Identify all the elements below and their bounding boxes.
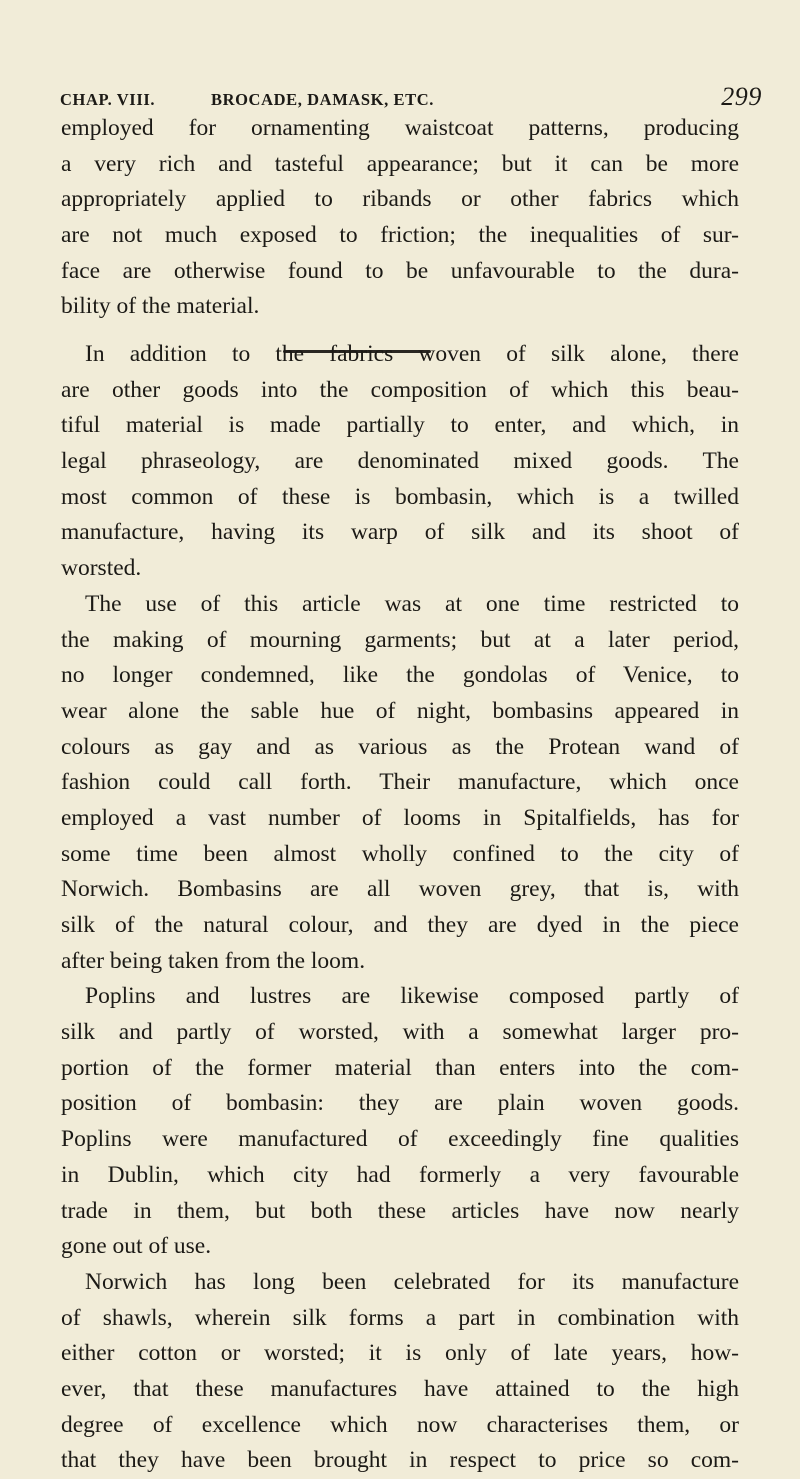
text-line: The use of this article was at one time restricted to bbox=[85, 590, 739, 617]
text-line: most common of these is bombasin, which is a twilled bbox=[61, 483, 739, 510]
text-line: the making of mourning garments; but at a later period, bbox=[61, 626, 739, 653]
text-line: tiful material is made partially to enter, and which, in bbox=[61, 412, 739, 439]
text-line: gone out of use. bbox=[61, 1233, 212, 1260]
text-line: silk and partly of worsted, with a somewhat larger pro- bbox=[61, 1019, 739, 1046]
text-line: employed for ornamenting waistcoat patterns, producing bbox=[61, 115, 739, 141]
text-line: appropriately applied to ribands or other fabrics which bbox=[61, 186, 739, 213]
text-line: wear alone the sable hue of night, bombasins appeared in bbox=[61, 697, 739, 724]
text-line: portion of the former material than enters into the com- bbox=[61, 1054, 739, 1081]
text-line: are not much exposed to friction; the inequalities of sur- bbox=[61, 222, 739, 249]
text-line: manufacture, having its warp of silk and its shoot of bbox=[61, 519, 739, 546]
text-line: some time been almost wholly confined to the city of bbox=[61, 840, 739, 867]
text-line: In addition to the fabrics woven of silk alone, there bbox=[85, 341, 739, 367]
chapter-label: CHAP. VIII. bbox=[60, 90, 156, 109]
text-line: silk of the natural colour, and they are dyed in the piece bbox=[61, 912, 739, 938]
text-line: worsted. bbox=[61, 555, 142, 582]
text-line: are other goods into the composition of which this beau- bbox=[61, 376, 739, 403]
text-line: bility of the material. bbox=[61, 293, 260, 320]
text-line: colours as gay and as various as the Protean wand of bbox=[61, 733, 739, 760]
text-line: trade in them, but both these articles have now nearly bbox=[61, 1197, 739, 1224]
paragraph-continued bbox=[61, 111, 739, 325]
page-number: 299 bbox=[721, 82, 762, 111]
text-line: ever, that these manufactures have attained to the high bbox=[61, 1375, 739, 1402]
text-line: employed a vast number of looms in Spitalfields, has for bbox=[61, 804, 739, 831]
text-line: face are otherwise found to be unfavourable to the dura- bbox=[61, 257, 739, 284]
text-line: either cotton or worsted; it is only of late years, how- bbox=[61, 1340, 739, 1367]
text-line: legal phraseology, are denominated mixed goods. The bbox=[61, 448, 739, 475]
text-line: position of bombasin: they are plain woven goods. bbox=[61, 1090, 739, 1117]
text-line: in Dublin, which city had formerly a very favourable bbox=[61, 1161, 739, 1188]
running-title: BROCADE, DAMASK, ETC. bbox=[211, 90, 434, 109]
text-line: degree of excellence which now characterises them, or bbox=[61, 1411, 739, 1438]
text-line: Poplins and lustres are likewise composed partly of bbox=[85, 983, 739, 1010]
text-line: that they have been brought in respect to price so com- bbox=[61, 1447, 739, 1474]
text-line: no longer condemned, like the gondolas of Venice, to bbox=[61, 662, 739, 689]
text-line: Poplins were manufactured of exceedingly fine qualities bbox=[61, 1126, 739, 1153]
text-line: a very rich and tasteful appearance; but it can be more bbox=[61, 150, 739, 177]
text-line: Norwich has long been celebrated for its manufacture bbox=[85, 1268, 739, 1295]
text-line: fashion could call forth. Their manufacture, which once bbox=[61, 769, 739, 796]
text-line: Norwich. Bombasins are all woven grey, that is, with bbox=[61, 876, 739, 903]
section-body bbox=[61, 337, 739, 1479]
text-line: after being taken from the loom. bbox=[61, 947, 366, 974]
text-line: of shawls, wherein silk forms a part in combination with bbox=[61, 1304, 739, 1331]
